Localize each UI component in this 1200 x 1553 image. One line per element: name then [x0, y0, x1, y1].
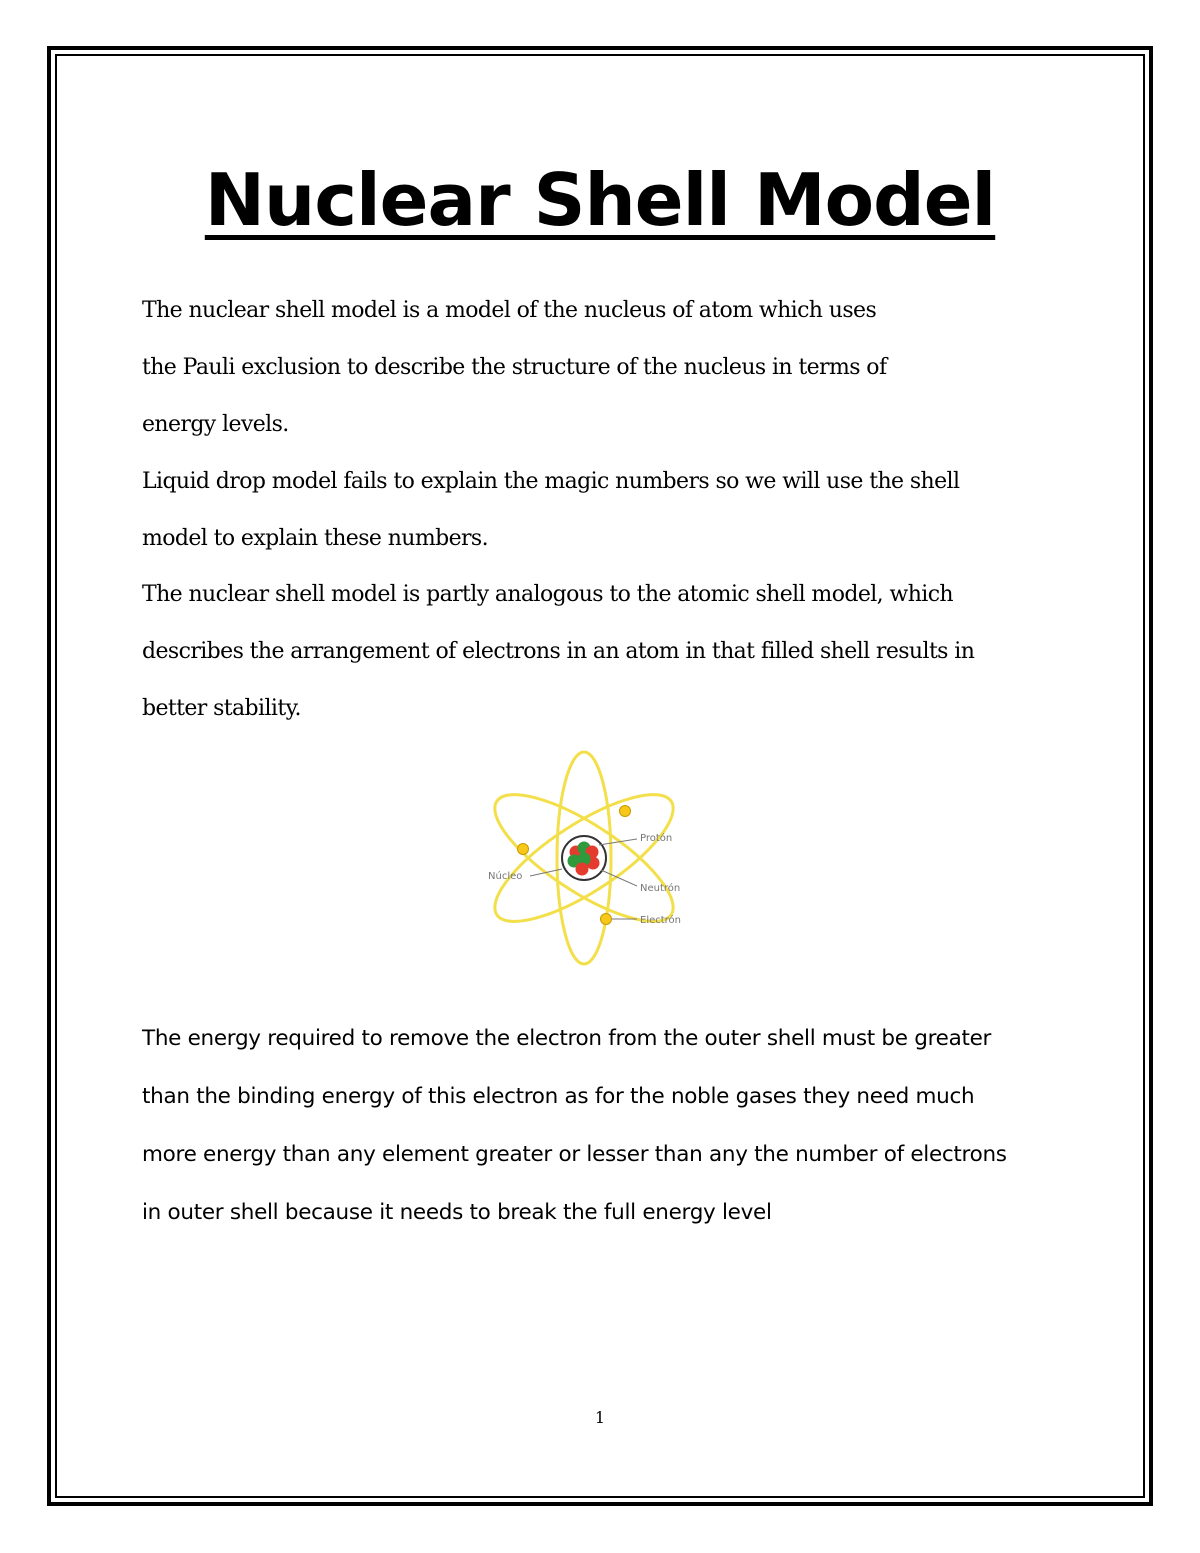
- label-proton: Protón: [640, 833, 673, 844]
- atom-icon: [483, 752, 690, 964]
- paragraph-1: [142, 282, 887, 453]
- paragraph-3-line: better stability.: [142, 696, 301, 721]
- paragraph-1-line: the Pauli exclusion to describe the structure of the nucleus in terms of: [142, 355, 887, 380]
- paragraph-3: [142, 566, 974, 737]
- page-title: [0, 150, 1200, 250]
- label-electron: Electrón: [640, 915, 682, 926]
- paragraph-2-line: model to explain these numbers.: [142, 526, 489, 551]
- atom-diagram: [483, 748, 693, 970]
- paragraph-3-line: The nuclear shell model is partly analogous to the atomic shell model, which: [142, 582, 953, 607]
- paragraph-2-line: Liquid drop model fails to explain the magic numbers so we will use the shell: [142, 469, 960, 494]
- label-neutron: Neutrón: [640, 883, 681, 894]
- page-title-text: Nuclear Shell Model: [204, 158, 996, 242]
- paragraph-3-line: describes the arrangement of electrons in an atom in that filled shell results in: [142, 639, 975, 664]
- electron-particle: [518, 844, 529, 855]
- label-nucleus: Núcleo: [488, 871, 523, 882]
- paragraph-4-line: than the binding energy of this electron as for the noble gases they need much: [142, 1084, 975, 1109]
- paragraph-4: [142, 1010, 1007, 1242]
- proton-particle: [576, 863, 589, 876]
- paragraph-4-line: in outer shell because it needs to break the full energy level: [142, 1200, 772, 1225]
- page-number: 1: [594, 1408, 606, 1427]
- paragraph-4-line: The energy required to remove the electron from the outer shell must be greater: [142, 1026, 992, 1051]
- paragraph-2: [142, 453, 959, 567]
- paragraph-1-line: energy levels.: [142, 412, 289, 437]
- electron-particle: [620, 806, 631, 817]
- electron-particle: [601, 914, 612, 925]
- paragraph-1-line: The nuclear shell model is a model of the nucleus of atom which uses: [142, 298, 877, 323]
- paragraph-4-line: more energy than any element greater or lesser than any the number of electrons: [142, 1142, 1007, 1167]
